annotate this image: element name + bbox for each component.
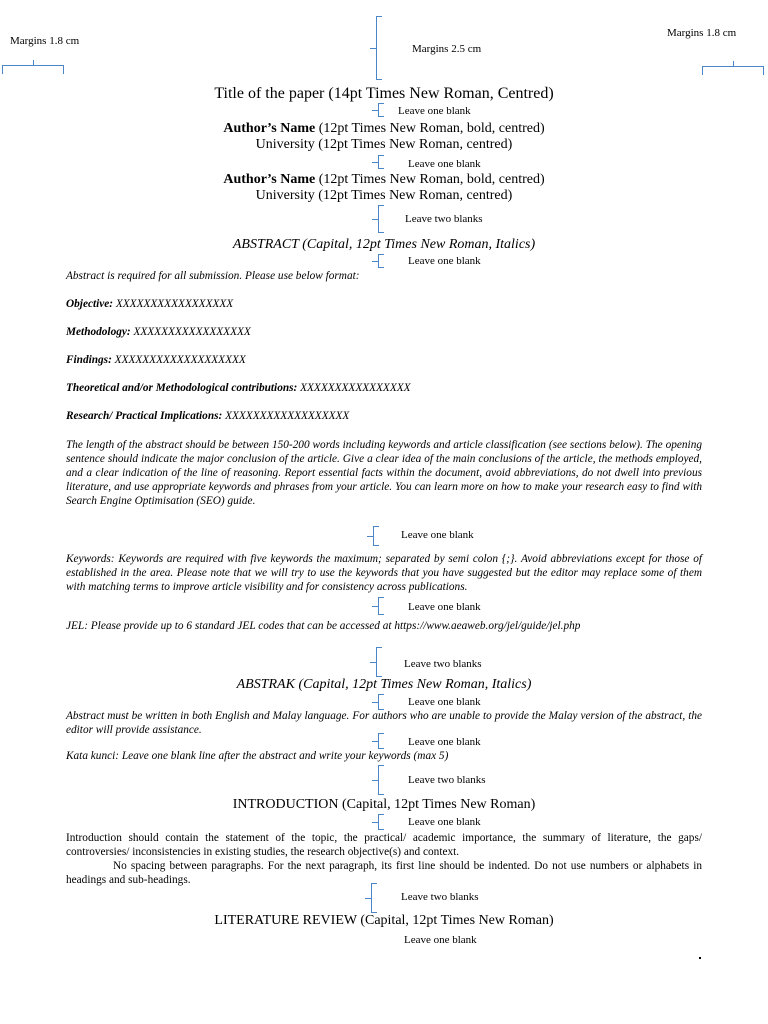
leave-two-blanks-note: Leave two blanks [404, 658, 482, 670]
author-1-line: Author’s Name (12pt Times New Roman, bold, centred) [223, 121, 545, 136]
leave-one-blank-note: Leave one blank [408, 255, 481, 267]
author-1-university: University (12pt Times New Roman, centred) [255, 137, 513, 152]
author-2-line: Author’s Name (12pt Times New Roman, bold, centred) [223, 172, 545, 187]
margin-top-label: Margins 2.5 cm [412, 43, 482, 55]
margin-right-brace [702, 66, 764, 75]
field-findings: Findings: XXXXXXXXXXXXXXXXXXX [66, 354, 246, 366]
author-1-name: Author’s Name [223, 121, 316, 136]
keywords-paragraph: Keywords: Keywords are required with five keywords the maximum; separated by semi colon {;}. Avoid abbreviations except for those of established in the area. Please note that we will try to use the keywords that you have suggested but the editor may replace some of them with matching terms to improve article visibility and for consistency across publications. [66, 553, 702, 593]
field-objective: Objective: XXXXXXXXXXXXXXXXX [66, 298, 234, 310]
leave-one-blank-note: Leave one blank [408, 696, 481, 708]
margin-right-label: Margins 1.8 cm [667, 27, 737, 39]
blank-bracket [378, 694, 391, 710]
blank-bracket [371, 883, 384, 913]
blank-bracket [378, 733, 391, 749]
field-implications: Research/ Practical Implications: XXXXXXXXXXXXXXXXXX [66, 410, 350, 422]
blank-bracket [378, 254, 391, 268]
jel-paragraph: JEL: Please provide up to 6 standard JEL codes that can be accessed at https://www.aeaweb.org/jel/guide/jel.php [66, 620, 581, 632]
abstract-heading: ABSTRACT (Capital, 12pt Times New Roman, Italics) [232, 237, 536, 252]
field-methodology: Methodology: XXXXXXXXXXXXXXXXX [66, 326, 251, 338]
author-2-university: University (12pt Times New Roman, centred) [255, 188, 513, 203]
stray-dot [699, 957, 701, 959]
abstract-body: The length of the abstract should be between 150-200 words including keywords and article classification (see sections below). The opening sentence should indicate the major conclusion of the article. Give a clear idea of the main conclusions of the article, the methods employed, and a clear indication of the line of reasoning. Report essential facts within the document, avoid abbreviations, do not dwell into previous literature, and use appropriate keywords and phrases from your article. You can learn more on how to make your research easy to find with Search Engine Optimisation (SEO) guide. [66, 439, 702, 507]
blank-bracket [378, 155, 391, 169]
leave-one-blank-note: Leave one blank [408, 736, 481, 748]
introduction-paragraph-1: Introduction should contain the statement of the topic, the practical/ academic importance, the summary of literature, the gaps/ controversies/ inconsistencies in existing studies, the research objective(s) and context. [66, 832, 702, 858]
field-contributions: Theoretical and/or Methodological contributions: XXXXXXXXXXXXXXXX [66, 382, 411, 394]
leave-two-blanks-note: Leave two blanks [405, 213, 483, 225]
leave-one-blank-note: Leave one blank [408, 601, 481, 613]
abstract-intro: Abstract is required for all submission. Please use below format: [66, 270, 360, 282]
abstrak-heading: ABSTRAK (Capital, 12pt Times New Roman, Italics) [236, 677, 532, 692]
blank-bracket [378, 597, 391, 615]
blank-bracket [378, 205, 391, 233]
blank-bracket [373, 526, 386, 546]
leave-one-blank-note: Leave one blank [398, 105, 471, 117]
leave-one-blank-note: Leave one blank [404, 934, 477, 946]
leave-one-blank-note: Leave one blank [408, 816, 481, 828]
blank-bracket [378, 765, 391, 795]
blank-bracket [378, 814, 391, 830]
kata-kunci: Kata kunci: Leave one blank line after the abstract and write your keywords (max 5) [66, 750, 449, 762]
introduction-paragraph-2: No spacing between paragraphs. For the next paragraph, its first line should be indented. Do not use numbers or alphabets in headings and sub-headings. [66, 860, 702, 886]
margin-left-brace [2, 65, 64, 74]
margin-left-label: Margins 1.8 cm [10, 35, 80, 47]
blank-bracket [376, 647, 389, 677]
paper-title: Title of the paper (14pt Times New Roman, Centred) [214, 85, 554, 102]
margin-top-bracket [376, 16, 389, 80]
leave-two-blanks-note: Leave two blanks [408, 774, 486, 786]
literature-review-heading: LITERATURE REVIEW (Capital, 12pt Times New Roman) [214, 913, 554, 928]
blank-bracket [378, 103, 391, 117]
abstrak-paragraph: Abstract must be written in both English and Malay language. For authors who are unable to provide the Malay version of the abstract, the editor will provide assistance. [66, 710, 702, 736]
leave-one-blank-note: Leave one blank [408, 158, 481, 170]
author-2-name: Author’s Name [223, 172, 316, 187]
leave-two-blanks-note: Leave two blanks [401, 891, 479, 903]
leave-one-blank-note: Leave one blank [401, 529, 474, 541]
introduction-heading: INTRODUCTION (Capital, 12pt Times New Roman) [232, 797, 536, 812]
